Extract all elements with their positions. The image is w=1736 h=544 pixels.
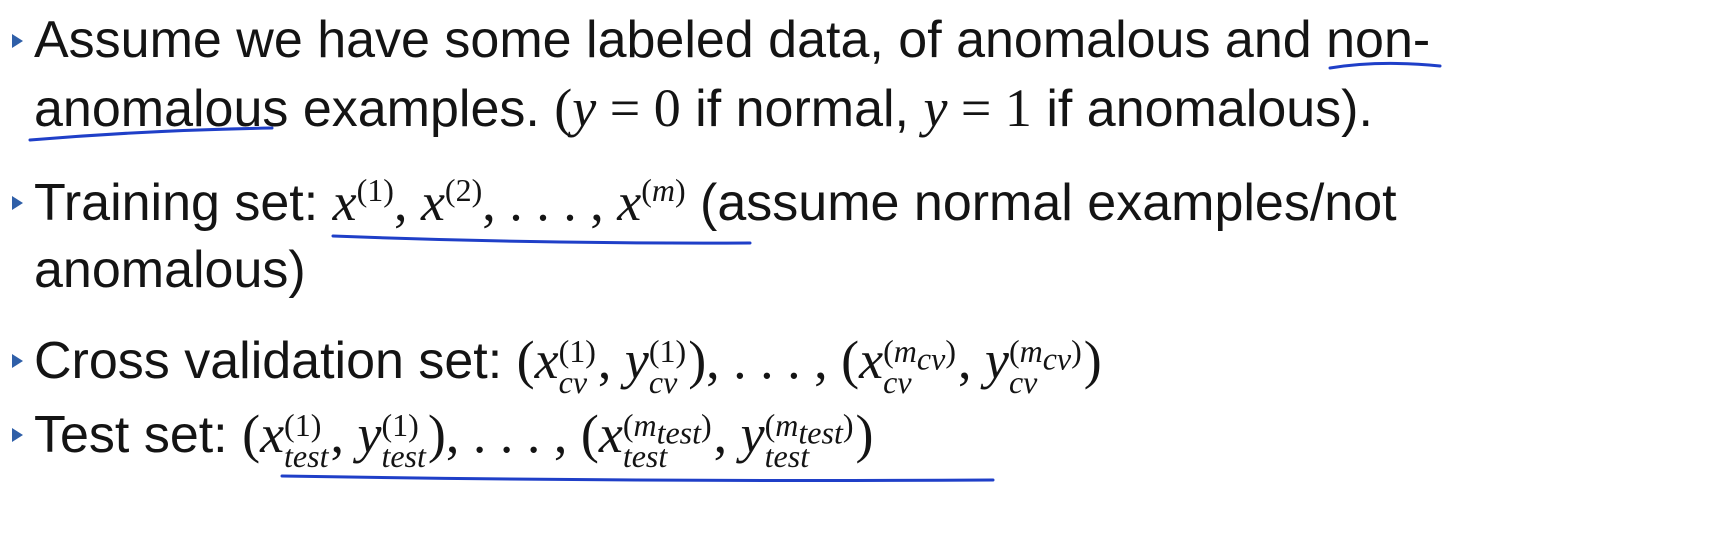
- bullet-3-line: [34, 330, 1102, 400]
- math-y-equals-1: y = 1: [923, 78, 1032, 138]
- bullet-marker-icon: [12, 196, 23, 210]
- training-set-math: $x^{(1)}$, $x^{(2)}$, . . . , $x^{(m)}$: [332, 172, 686, 232]
- bullet-marker-icon: [12, 428, 23, 442]
- cv-set-math: (x (1) cv , y (1) cv ), . . . , (x $(m_{cv})$ cv , y $(m_{cv})$ cv ): [516, 330, 1102, 400]
- bullet-1-line-2: [34, 78, 1373, 139]
- bullet-1-text-a: anomalous examples.: [34, 80, 555, 138]
- test-set-label: Test set:: [34, 406, 243, 464]
- test-set-math: (x (1) test , y (1) test ), . . . , (x $(m_{test})$ test , y $(m_{test})$ test ): [242, 404, 874, 474]
- math-y-equals-0: (y = 0: [554, 78, 681, 138]
- training-set-label: Training set:: [34, 174, 333, 232]
- bullet-2-line-1: [34, 172, 1397, 233]
- bullet-2-line-2: [34, 240, 306, 300]
- bullet-1-line-1: [34, 10, 1430, 70]
- bullet-1-text: Assume we have some labeled data, of anomalous and non-: [34, 11, 1431, 69]
- bullet-4-line: [34, 404, 874, 474]
- training-set-note-cont: anomalous): [34, 241, 306, 299]
- bullet-1-text-b: if normal,: [680, 80, 924, 138]
- bullet-marker-icon: [12, 34, 23, 48]
- underline-test-set: [282, 476, 993, 481]
- training-set-note: (assume normal examples/not: [685, 174, 1397, 232]
- bullet-1-text-c: if anomalous).: [1031, 80, 1373, 138]
- bullet-marker-icon: [12, 354, 23, 368]
- cv-set-label: Cross validation set:: [34, 332, 517, 390]
- underline-training-set: [333, 236, 750, 243]
